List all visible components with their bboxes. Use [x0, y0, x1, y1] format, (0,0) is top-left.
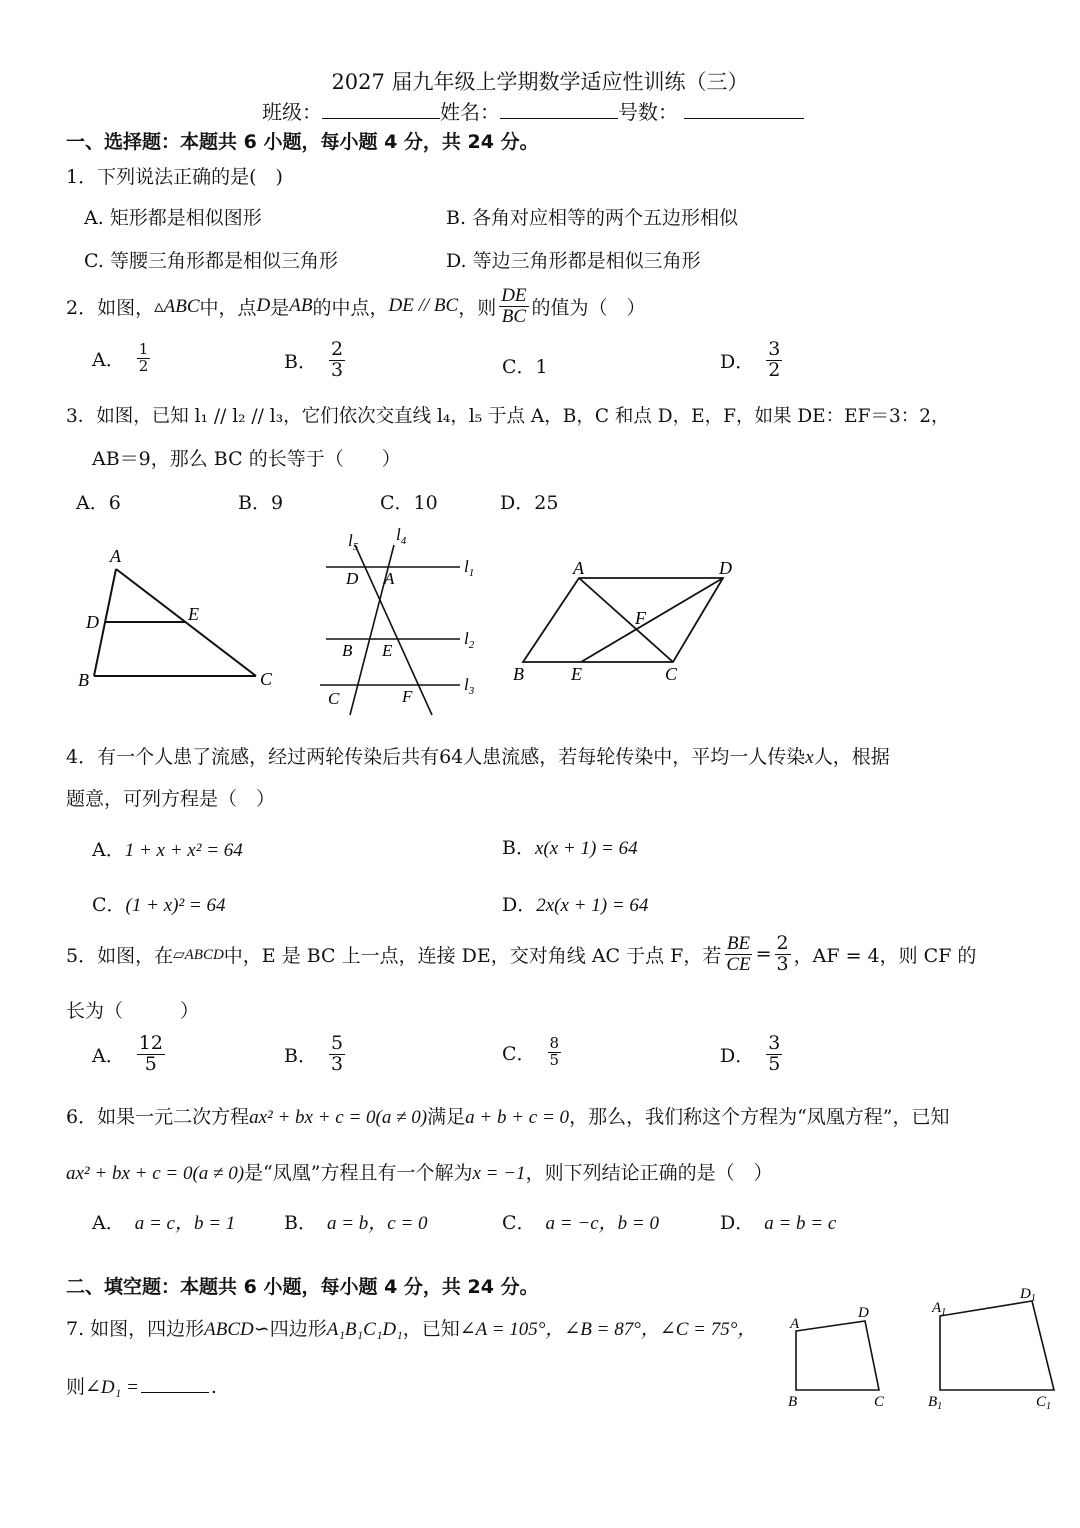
- option-value: 1: [535, 356, 548, 378]
- vertex-letter: A: [932, 1300, 942, 1316]
- q7-angle-d1: ∠D₁ =: [85, 1377, 139, 1398]
- question-3-line1: 3．如图，已知 l₁ // l₂ // l₃，它们依次交直线 l₄，l₅ 于点 A，B，C 和点 D，E，F，如果 DE：EF＝3：2，: [66, 406, 950, 427]
- q2-text: 是: [270, 296, 290, 319]
- q4-text: 人，根据: [813, 746, 890, 768]
- option-fraction: [548, 1036, 562, 1069]
- q2-option-d: [720, 340, 785, 381]
- label-a: A: [573, 558, 584, 578]
- option-fraction: [766, 1034, 782, 1075]
- label-f: F: [402, 687, 413, 706]
- option-label: C．: [92, 894, 126, 916]
- q3-option-a: A．6: [76, 492, 121, 514]
- fraction-denominator: 3: [776, 952, 789, 975]
- option-expression: (1 + x)² = 64: [125, 895, 226, 916]
- vertex-subscript: 1: [1030, 1293, 1036, 1304]
- q2-text: 的值为（ ）: [531, 296, 646, 319]
- q4-variable: x: [805, 747, 814, 768]
- q6-root: x = −1: [472, 1163, 526, 1184]
- fraction-denominator: 2: [768, 358, 781, 381]
- fraction-denominator: BC: [501, 305, 526, 327]
- question-4-line2: 题意，可列方程是（ ）: [66, 788, 276, 810]
- label-d1: [1019, 1286, 1036, 1304]
- label-a: A: [110, 546, 121, 566]
- q2-text: 2．如图，: [66, 296, 155, 319]
- line-label: l: [464, 629, 469, 648]
- q5-option-b: [284, 1034, 348, 1075]
- q5-option-d: [720, 1034, 785, 1075]
- q1-option-b: B. 各角对应相等的两个五边形相似: [446, 207, 739, 229]
- quadrilateral: [796, 1321, 879, 1390]
- fraction-denominator: 5: [549, 1050, 560, 1069]
- q7-quad-a1b1c1d1: A₁B₁C₁D₁: [326, 1319, 403, 1340]
- label-c: C: [260, 669, 273, 689]
- fraction-numerator: 5: [330, 1032, 344, 1054]
- q6-option-a: [92, 1208, 235, 1235]
- figure-parallel-lines: [310, 520, 500, 720]
- label-l2: [464, 629, 475, 651]
- figure-triangle-abc: [70, 540, 290, 700]
- q4-option-d: [502, 890, 648, 917]
- label-l5: [348, 531, 359, 553]
- q6-option-d: [720, 1208, 836, 1235]
- option-label: C．: [502, 1212, 536, 1234]
- q3-option-d: D．25: [500, 492, 559, 514]
- q6-text: 是“凤凰”方程且有一个解为: [244, 1162, 473, 1184]
- fraction-denominator: 5: [144, 1052, 157, 1075]
- q2-text: 中，点: [199, 296, 257, 319]
- label-e: E: [382, 641, 393, 660]
- option-expression: a = b = c: [764, 1213, 837, 1234]
- label-a: A: [384, 569, 395, 588]
- q2-option-b: [284, 340, 348, 381]
- q2-condition: DE // BC: [388, 295, 459, 317]
- figure-quad-a1b1c1d1: [920, 1282, 1070, 1422]
- fraction-denominator: 3: [330, 358, 344, 381]
- option-label: C．: [502, 356, 536, 378]
- vertex-letter: C: [1036, 1394, 1047, 1410]
- label-b: B: [788, 1394, 798, 1410]
- q5-text: 5．如图，在: [66, 944, 174, 967]
- name-blank[interactable]: [500, 100, 618, 119]
- q6-text: ，则下列结论正确的是（ ）: [525, 1162, 773, 1184]
- label-b: B: [513, 664, 524, 684]
- class-label: 班级：: [262, 100, 322, 124]
- quadrilateral: [940, 1301, 1054, 1390]
- label-c: C: [665, 664, 678, 684]
- label-b: B: [342, 641, 353, 660]
- q6-equation: ax² + bx + c = 0(a ≠ 0): [66, 1163, 245, 1184]
- label-l1: [464, 557, 474, 579]
- label-e: E: [188, 604, 199, 624]
- option-fraction: [137, 342, 151, 375]
- line-subscript: 3: [468, 685, 475, 697]
- option-label: D．: [502, 894, 537, 916]
- option-label: B．: [284, 1212, 317, 1234]
- question-6-line2: [66, 1158, 773, 1185]
- question-2-stem: [66, 286, 646, 327]
- number-blank[interactable]: [684, 100, 804, 119]
- q5-parallelogram: ▱ABCD: [173, 946, 224, 963]
- section-heading: 二、填空题：本题共 6 小题，每小题 4 分，共 24 分。: [66, 1276, 539, 1298]
- q5-option-a: [92, 1034, 168, 1075]
- option-label: A．: [92, 839, 125, 861]
- fraction-denominator: CE: [726, 953, 751, 975]
- label-c1: [1036, 1394, 1051, 1412]
- label-e: E: [571, 664, 582, 684]
- name-label: 姓名：: [440, 100, 500, 124]
- class-blank[interactable]: [322, 100, 440, 119]
- q6-option-b: [284, 1208, 428, 1235]
- figure-parallelogram-abcd: [505, 550, 755, 690]
- fraction-denominator: 5: [768, 1052, 781, 1075]
- option-expression: a = b，c = 0: [326, 1213, 428, 1234]
- q5-text: 中，E 是 BC 上一点，连接 DE，交对角线 AC 于点 F，若: [223, 944, 722, 967]
- q6-option-c: [502, 1208, 659, 1235]
- parallelogram: [523, 578, 723, 662]
- option-label: B．: [284, 1044, 317, 1067]
- q6-text: 满足: [427, 1106, 466, 1128]
- fraction-numerator: 8: [549, 1034, 560, 1052]
- line-subscript: 2: [468, 639, 475, 651]
- line-subscript: 1: [468, 567, 475, 579]
- option-expression: a = −c，b = 0: [545, 1213, 659, 1234]
- q7-text: .: [210, 1376, 217, 1398]
- q1-option-d: D. 等边三角形都是相似三角形: [446, 250, 701, 272]
- segment-de: [581, 578, 723, 662]
- line-label: l: [396, 525, 401, 544]
- question-6-line1: [66, 1102, 950, 1129]
- q2-text: ，则: [458, 296, 497, 319]
- q2-fraction: [499, 286, 528, 327]
- figure-quad-abcd: [780, 1300, 900, 1410]
- q7-text: 则: [66, 1376, 86, 1398]
- option-label: A．: [92, 348, 125, 371]
- label-c: C: [874, 1394, 885, 1410]
- option-label: B．: [284, 350, 317, 373]
- vertex-subscript: 1: [941, 1307, 947, 1318]
- label-d: D: [86, 612, 99, 632]
- q2-point-d: D: [256, 295, 271, 317]
- line-subscript: 5: [352, 541, 359, 553]
- label-a1: [931, 1300, 946, 1318]
- vertex-letter: B: [928, 1394, 938, 1410]
- fraction-denominator: 3: [330, 1052, 344, 1075]
- q7-text: 四边形: [269, 1318, 327, 1340]
- line-label: l: [348, 531, 353, 550]
- q1-option-c: C. 等腰三角形都是相似三角形: [84, 250, 338, 272]
- q4-option-b: [502, 833, 638, 860]
- option-expression: x(x + 1) = 64: [534, 838, 638, 859]
- q4-option-c: [92, 890, 225, 917]
- vertex-subscript: 1: [937, 1401, 943, 1412]
- fraction-numerator: BE: [726, 933, 751, 954]
- option-label: B．: [502, 837, 535, 859]
- q2-text: 的中点，: [312, 296, 389, 319]
- line-label: l: [464, 675, 469, 694]
- question-7-line2: [66, 1372, 217, 1399]
- option-label: C．: [502, 1042, 536, 1065]
- vertex-subscript: 1: [1046, 1401, 1052, 1412]
- q6-text: ，那么，我们称这个方程为“凤凰方程”，已知: [569, 1106, 950, 1128]
- question-7-line1: [66, 1314, 756, 1341]
- label-d: D: [346, 569, 359, 588]
- option-label: D．: [720, 1044, 755, 1067]
- q4-text: 4．有一个人患了流感，经过两轮传染后共有64人患流感，若每轮传染中，平均一人传染: [66, 746, 806, 768]
- q3-option-c: C．10: [380, 492, 438, 514]
- label-c: C: [328, 689, 340, 708]
- question-4-line1: [66, 742, 890, 769]
- question-1-stem: 1．下列说法正确的是( ): [66, 166, 283, 188]
- option-expression: 2x(x + 1) = 64: [536, 895, 649, 916]
- question-5-line2: 长为（ ）: [66, 1000, 200, 1022]
- label-f: F: [635, 608, 646, 628]
- fraction-numerator: 3: [768, 338, 781, 360]
- label-b1: [928, 1394, 942, 1412]
- label-d: D: [858, 1305, 869, 1321]
- line-label: l: [464, 557, 469, 576]
- diagonal-ac: [579, 578, 673, 662]
- q7-text: 7. 如图，四边形: [66, 1318, 205, 1340]
- option-label: A．: [92, 1212, 125, 1234]
- q2-triangle: ▵ABC: [154, 295, 200, 317]
- label-b: B: [78, 670, 89, 690]
- fraction-numerator: 12: [138, 1032, 163, 1054]
- option-expression: a = c，b = 1: [134, 1213, 236, 1234]
- student-info-line: [262, 96, 804, 125]
- fraction-numerator: 2: [776, 932, 789, 954]
- q7-quad-abcd: ABCD: [204, 1319, 254, 1340]
- q2-option-a: [92, 342, 153, 375]
- q7-similar-symbol: ∽: [253, 1318, 270, 1340]
- fraction-numerator: DE: [501, 285, 527, 306]
- question-5-line1: [66, 934, 976, 975]
- q6-equation: ax² + bx + c = 0(a ≠ 0): [249, 1107, 428, 1128]
- q5-ratio-fraction: [724, 934, 752, 975]
- q6-condition: a + b + c = 0: [465, 1107, 570, 1128]
- q1-option-a: A. 矩形都是相似图形: [84, 207, 262, 229]
- option-label: A．: [92, 1044, 125, 1067]
- option-fraction: [329, 340, 345, 381]
- option-fraction: [137, 1034, 165, 1075]
- fraction-numerator: 1: [138, 340, 149, 358]
- q4-option-a: [92, 835, 243, 862]
- label-a: A: [790, 1316, 800, 1332]
- number-label: 号数：: [618, 100, 678, 124]
- q5-text: ，AF = 4，则 CF 的: [793, 944, 977, 967]
- option-label: D．: [720, 350, 755, 373]
- fraction-numerator: 3: [768, 1032, 781, 1054]
- q5-equals: =: [755, 943, 772, 966]
- question-3-line2: AB＝9，那么 BC 的长等于（ ）: [92, 448, 401, 470]
- option-fraction: [329, 1034, 345, 1075]
- q5-option-c: [502, 1036, 564, 1069]
- q5-value-fraction: [775, 934, 791, 975]
- line-subscript: 4: [400, 535, 407, 547]
- section-heading: 一、选择题：本题共 6 小题，每小题 4 分，共 24 分。: [66, 131, 539, 153]
- label-l4: [396, 525, 407, 547]
- page-title: 2027 届九年级上学期数学适应性训练（三）: [331, 70, 749, 94]
- option-label: D．: [720, 1212, 755, 1234]
- q7-angles: ∠A = 105°，∠B = 87°，∠C = 75°，: [459, 1319, 757, 1340]
- q7-text: ，已知: [402, 1318, 460, 1340]
- option-fraction: [766, 340, 782, 381]
- q2-segment-ab: AB: [289, 295, 313, 317]
- option-expression: 1 + x + x² = 64: [124, 840, 243, 861]
- vertex-letter: D: [1020, 1286, 1031, 1302]
- label-d: D: [719, 558, 732, 578]
- q6-text: 6．如果一元二次方程: [66, 1106, 250, 1128]
- q3-option-b: B．9: [238, 492, 284, 514]
- fraction-denominator: 2: [138, 356, 149, 375]
- answer-blank[interactable]: [141, 1374, 209, 1393]
- label-l3: [464, 675, 475, 697]
- q2-option-c: [502, 352, 548, 379]
- fraction-numerator: 2: [330, 338, 344, 360]
